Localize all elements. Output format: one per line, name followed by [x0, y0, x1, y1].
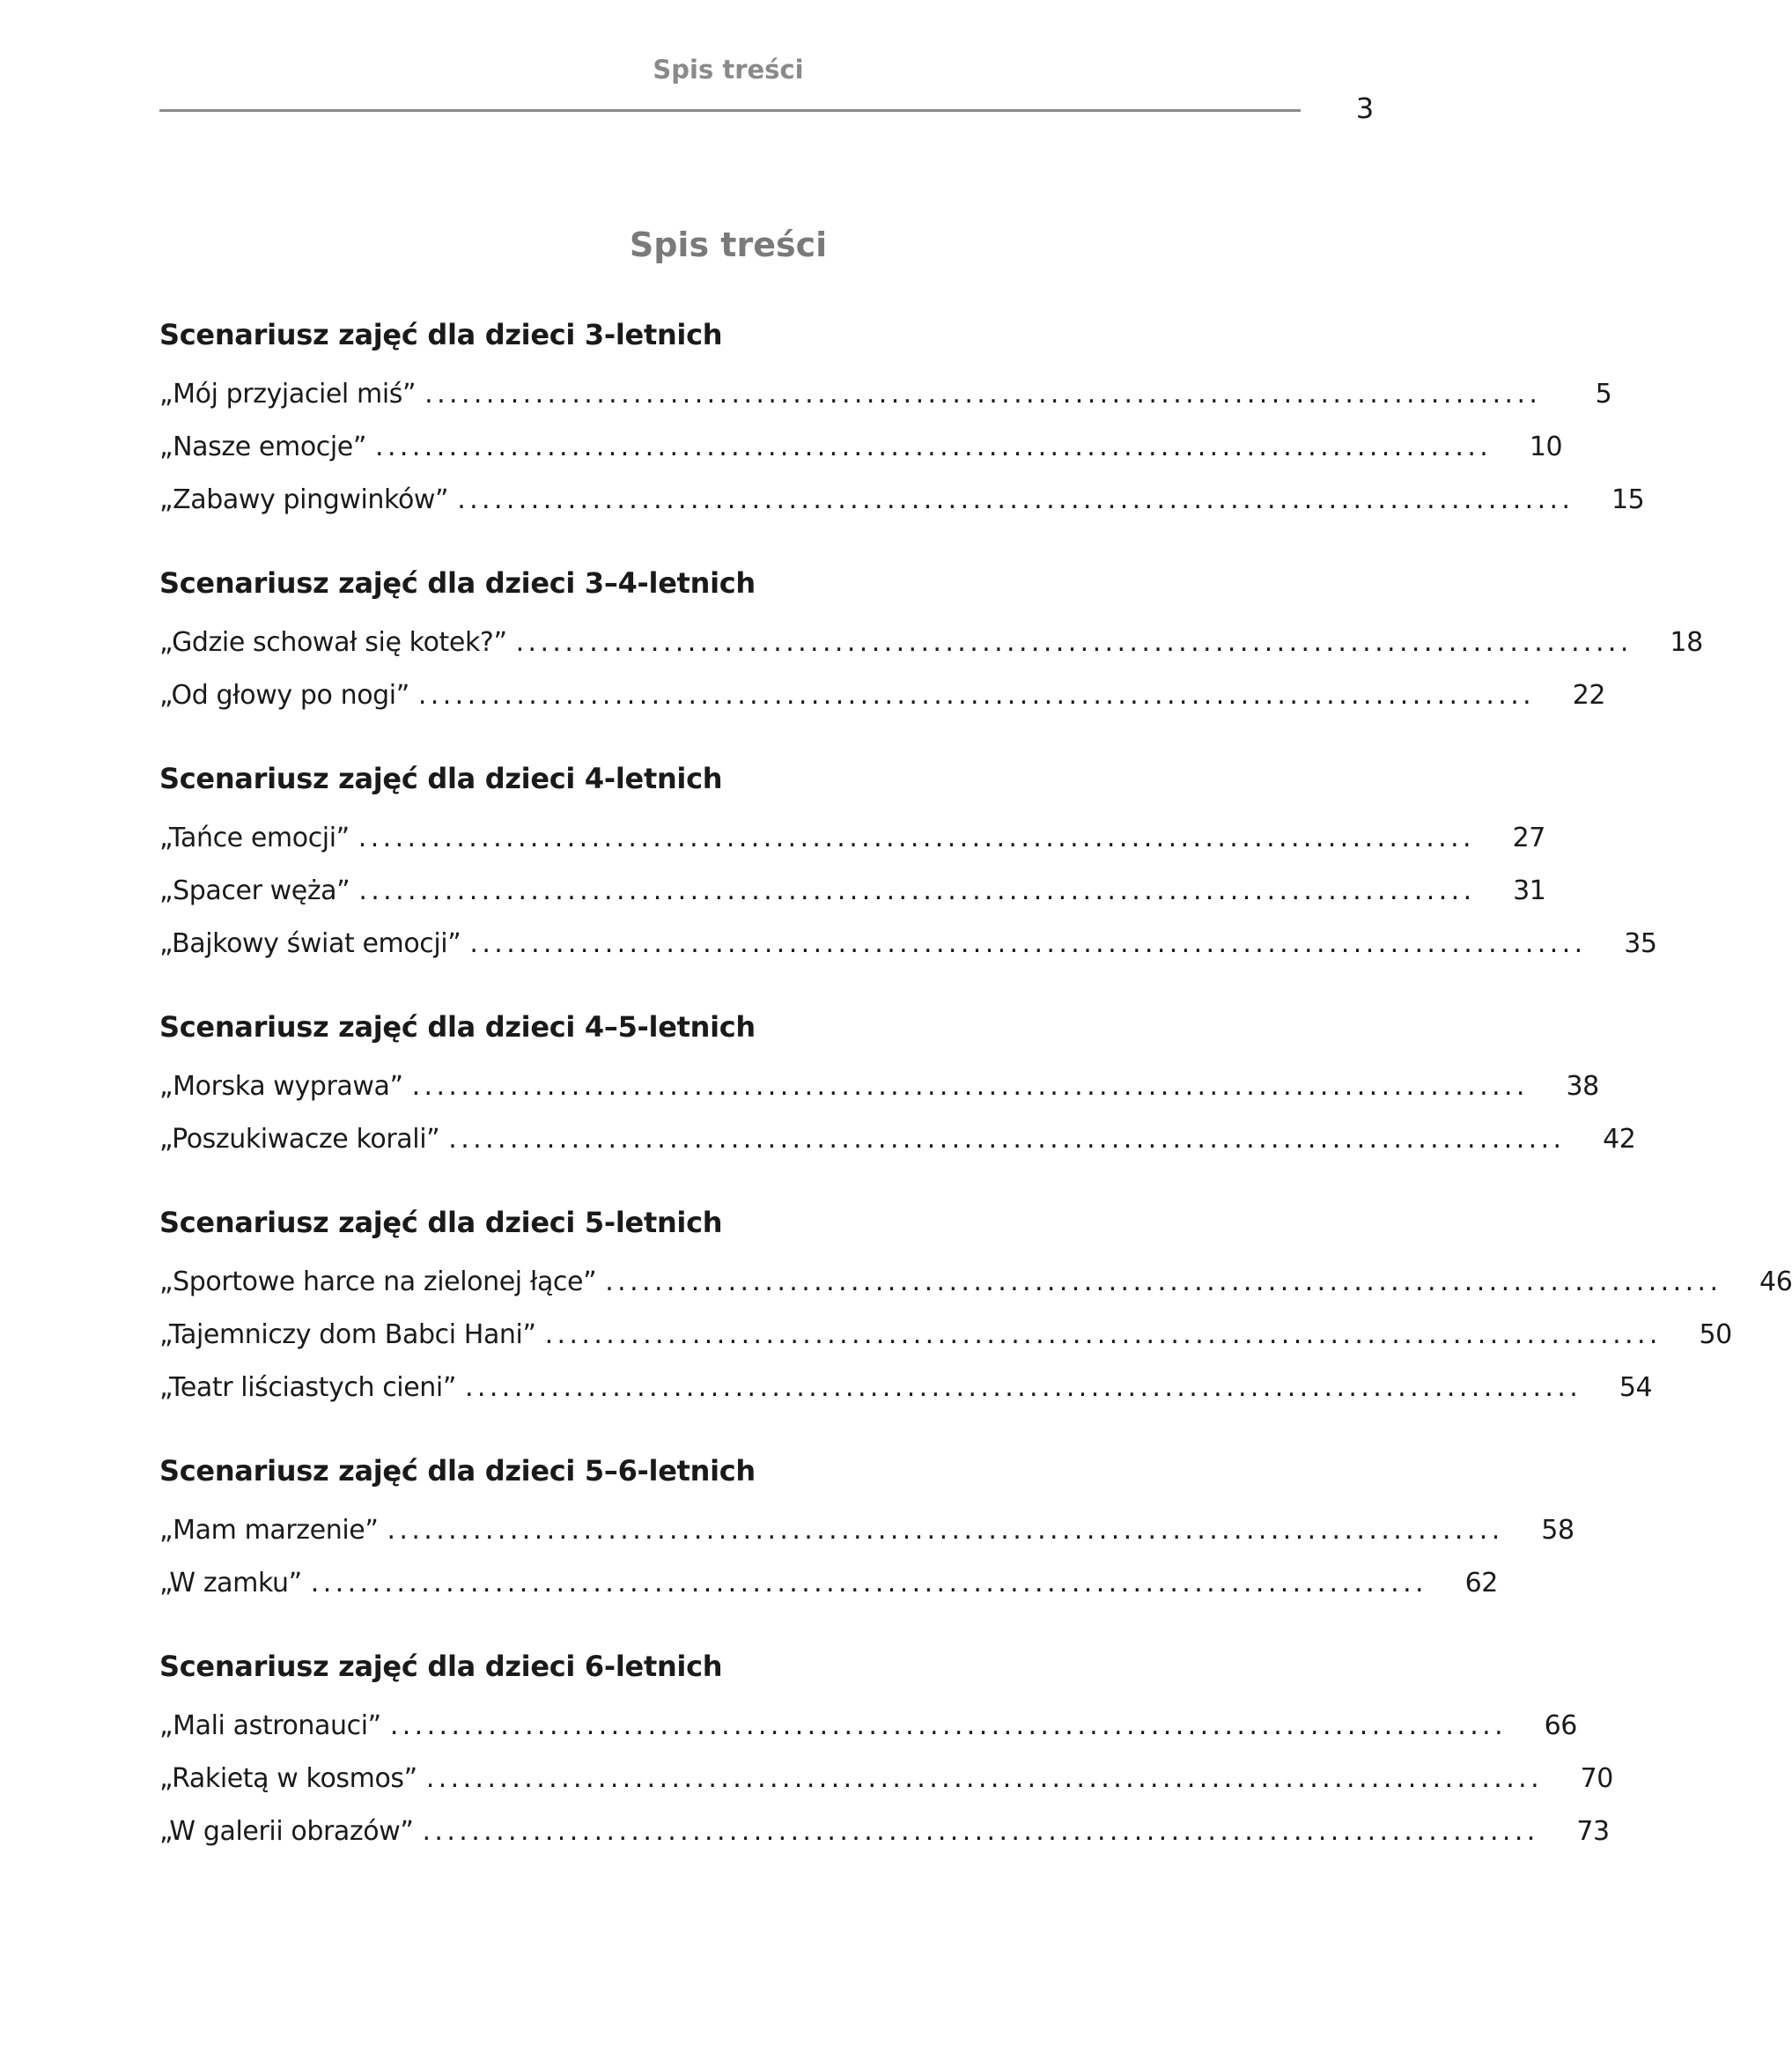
- entry-title: „Od głowy po nogi”: [159, 680, 409, 711]
- running-header: Spis treści: [653, 55, 804, 85]
- entry-page-number: 38: [1566, 1071, 1599, 1102]
- section-title: Scenariusz zajęć dla dzieci 3–4-letnich: [159, 566, 756, 600]
- entry-title: „Poszukiwacze korali”: [159, 1124, 440, 1155]
- dot-leader: ...........................................................................................: [425, 1763, 1543, 1794]
- entry-page-number: 15: [1611, 484, 1645, 515]
- dot-leader: ...........................................................................................: [358, 875, 1476, 906]
- entry-title: „Sportowe harce na zielonej łące”: [159, 1266, 597, 1297]
- dot-leader: ...........................................................................................: [457, 484, 1574, 515]
- entry-page-number: 27: [1512, 823, 1545, 853]
- toc-entry[interactable]: [159, 865, 1546, 918]
- toc-entry[interactable]: [159, 368, 1612, 421]
- toc-entry[interactable]: [159, 1700, 1577, 1753]
- toc-entry[interactable]: [159, 421, 1563, 474]
- entry-title: „Teatr liściastych cieni”: [159, 1372, 456, 1403]
- entry-page-number: 5: [1595, 379, 1612, 410]
- dot-leader: ...........................................................................................: [310, 1568, 1427, 1599]
- section-title: Scenariusz zajęć dla dzieci 4-letnich: [159, 762, 723, 795]
- entry-page-number: 73: [1576, 1816, 1610, 1847]
- toc-entry[interactable]: [159, 474, 1645, 527]
- dot-leader: ...........................................................................................: [422, 1816, 1539, 1847]
- section-title: Scenariusz zajęć dla dzieci 4–5-letnich: [159, 1010, 756, 1044]
- entry-page-number: 62: [1464, 1568, 1498, 1599]
- entry-title: „Mój przyjaciel miś”: [159, 379, 417, 410]
- entry-page-number: 46: [1759, 1266, 1792, 1297]
- entry-title: „Rakietą w kosmos”: [159, 1763, 417, 1794]
- toc-entry[interactable]: [159, 1113, 1636, 1166]
- entry-title: „Spacer węża”: [159, 875, 350, 906]
- dot-leader: ...........................................................................................: [358, 823, 1475, 853]
- section-title: Scenariusz zajęć dla dzieci 3-letnich: [159, 318, 723, 351]
- section-title: Scenariusz zajęć dla dzieci 5-letnich: [159, 1206, 723, 1239]
- dot-leader: ...........................................................................................: [411, 1071, 1529, 1102]
- toc-entry[interactable]: [159, 1557, 1498, 1610]
- entry-title: „Mali astronauci”: [159, 1710, 381, 1741]
- entry-title: „Tańce emocji”: [159, 823, 350, 853]
- table-of-contents: [159, 314, 1792, 1894]
- section-title: Scenariusz zajęć dla dzieci 6-letnich: [159, 1650, 723, 1683]
- dot-leader: ...........................................................................................: [448, 1124, 1566, 1155]
- toc-entry[interactable]: [159, 1362, 1653, 1414]
- dot-leader: ...........................................................................................: [544, 1319, 1662, 1350]
- entry-page-number: 18: [1670, 627, 1703, 658]
- header-rule: [159, 109, 1301, 112]
- toc-entry[interactable]: [159, 1060, 1599, 1113]
- dot-leader: ...........................................................................................: [417, 680, 1536, 711]
- entry-page-number: 22: [1572, 680, 1606, 711]
- toc-entry[interactable]: [159, 669, 1606, 722]
- entry-title: „Zabawy pingwinków”: [159, 484, 449, 515]
- entry-title: „Gdzie schował się kotek?”: [159, 627, 507, 658]
- entry-title: „Bajkowy świat emocji”: [159, 928, 461, 959]
- page-number: 3: [1355, 92, 1375, 125]
- entry-page-number: 70: [1580, 1763, 1613, 1794]
- toc-entry[interactable]: [159, 1256, 1792, 1309]
- toc-entry[interactable]: [159, 617, 1703, 669]
- dot-leader: ...........................................................................................: [465, 1372, 1582, 1403]
- toc-section: [159, 1645, 1613, 1858]
- section-title: Scenariusz zajęć dla dzieci 5–6-letnich: [159, 1454, 756, 1488]
- toc-title: Spis treści: [629, 225, 828, 264]
- toc-section: [159, 757, 1657, 971]
- toc-section: [159, 562, 1703, 722]
- entry-page-number: 35: [1624, 928, 1657, 959]
- entry-title: „Tajemniczy dom Babci Hani”: [159, 1319, 536, 1350]
- entry-page-number: 10: [1529, 432, 1563, 462]
- entry-title: „Nasze emocje”: [159, 432, 367, 462]
- entry-page-number: 31: [1513, 875, 1546, 906]
- toc-entry[interactable]: [159, 812, 1545, 865]
- entry-title: „Morska wyprawa”: [159, 1071, 403, 1102]
- dot-leader: ...........................................................................................: [424, 379, 1542, 410]
- dot-leader: ...........................................................................................: [375, 432, 1493, 462]
- entry-page-number: 58: [1541, 1515, 1574, 1546]
- entry-title: „W zamku”: [159, 1568, 302, 1599]
- toc-entry[interactable]: [159, 1309, 1732, 1362]
- toc-section: [159, 1201, 1792, 1414]
- toc-section: [159, 1006, 1636, 1166]
- dot-leader: ...........................................................................................: [469, 928, 1587, 959]
- entry-page-number: 50: [1699, 1319, 1732, 1350]
- toc-section: [159, 1450, 1574, 1610]
- dot-leader: ...........................................................................................: [389, 1710, 1507, 1741]
- toc-entry[interactable]: [159, 1504, 1574, 1557]
- entry-page-number: 42: [1603, 1124, 1636, 1155]
- toc-section: [159, 314, 1645, 527]
- entry-page-number: 66: [1544, 1710, 1577, 1741]
- toc-entry[interactable]: [159, 1753, 1613, 1805]
- toc-entry[interactable]: [159, 918, 1657, 971]
- entry-title: „W galerii obrazów”: [159, 1816, 414, 1847]
- entry-page-number: 54: [1619, 1372, 1653, 1403]
- dot-leader: ...........................................................................................: [515, 627, 1633, 658]
- dot-leader: ...........................................................................................: [605, 1266, 1722, 1297]
- dot-leader: ...........................................................................................: [387, 1515, 1504, 1546]
- entry-title: „Mam marzenie”: [159, 1515, 379, 1546]
- toc-entry[interactable]: [159, 1805, 1610, 1858]
